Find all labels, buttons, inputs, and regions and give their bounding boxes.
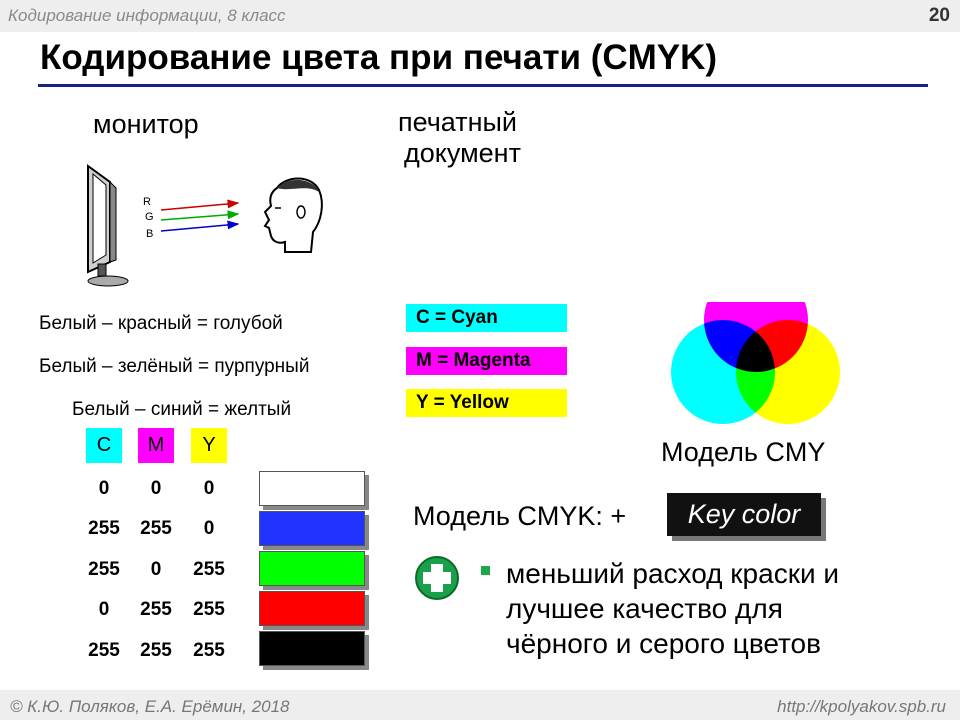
monitor-icon <box>80 160 140 290</box>
yellow-box: Y = Yellow <box>406 389 567 417</box>
page-number: 20 <box>928 5 950 26</box>
table-cell: 255 <box>193 559 225 580</box>
equation-magenta: Белый – зелёный = пурпурный <box>39 356 310 377</box>
advantage-line-1: меньший расход краски и <box>506 558 840 589</box>
cyan-box: C = Cyan <box>406 304 567 332</box>
header-m: M <box>138 428 174 463</box>
b-label: B <box>146 228 154 240</box>
table-cell: 0 <box>150 478 162 499</box>
advantage-line-3: чёрного и серого цветов <box>506 628 821 659</box>
plus-icon <box>414 555 460 601</box>
table-cell: 255 <box>88 640 120 661</box>
table-cell: 0 <box>203 478 215 499</box>
person-head-icon <box>255 172 325 257</box>
title-underline <box>38 84 928 87</box>
equation-cyan: Белый – красный = голубой <box>39 313 283 334</box>
table-cell: 0 <box>150 559 162 580</box>
footer-authors: © К.Ю. Поляков, Е.А. Ерёмин, 2018 <box>10 697 290 716</box>
table-cell: 255 <box>193 599 225 620</box>
magenta-box: M = Magenta <box>406 347 567 375</box>
key-color-box: Key color <box>667 493 821 536</box>
color-swatch-white <box>259 471 365 506</box>
color-swatch-black <box>259 631 365 666</box>
cmyk-model-label: Модель CMYK: + <box>413 501 627 531</box>
slide-title: Кодирование цвета при печати (CMYK) <box>40 38 718 77</box>
footer-url[interactable]: http://kpolyakov.spb.ru <box>777 697 946 716</box>
course-title: Кодирование информации, 8 класс <box>8 6 286 25</box>
cmy-venn-diagram <box>668 302 844 428</box>
color-swatch-green <box>259 551 365 586</box>
printed-doc-label-line2: документ <box>404 138 521 168</box>
bullet-marker <box>481 566 490 575</box>
monitor-label: монитор <box>93 109 199 139</box>
printed-doc-label-line1: печатный <box>398 107 517 137</box>
table-cell: 255 <box>193 640 225 661</box>
table-cell: 255 <box>88 518 120 539</box>
table-cell: 0 <box>98 599 110 620</box>
color-swatch-red <box>259 591 365 626</box>
header-c: C <box>86 428 122 463</box>
cmy-model-label: Модель CMY <box>661 437 826 467</box>
rgb-arrows-icon <box>158 198 248 238</box>
r-label: R <box>143 196 151 208</box>
table-cell: 255 <box>140 640 172 661</box>
table-cell: 0 <box>98 478 110 499</box>
table-cell: 255 <box>140 518 172 539</box>
advantage-text <box>506 556 839 661</box>
table-cell: 255 <box>88 559 120 580</box>
advantage-line-2: лучшее качество для <box>506 593 783 624</box>
g-label: G <box>145 211 154 223</box>
table-cell: 0 <box>203 518 215 539</box>
color-swatch-blue <box>259 511 365 546</box>
equation-yellow: Белый – синий = желтый <box>72 399 292 420</box>
header-y: Y <box>191 428 227 463</box>
table-cell: 255 <box>140 599 172 620</box>
